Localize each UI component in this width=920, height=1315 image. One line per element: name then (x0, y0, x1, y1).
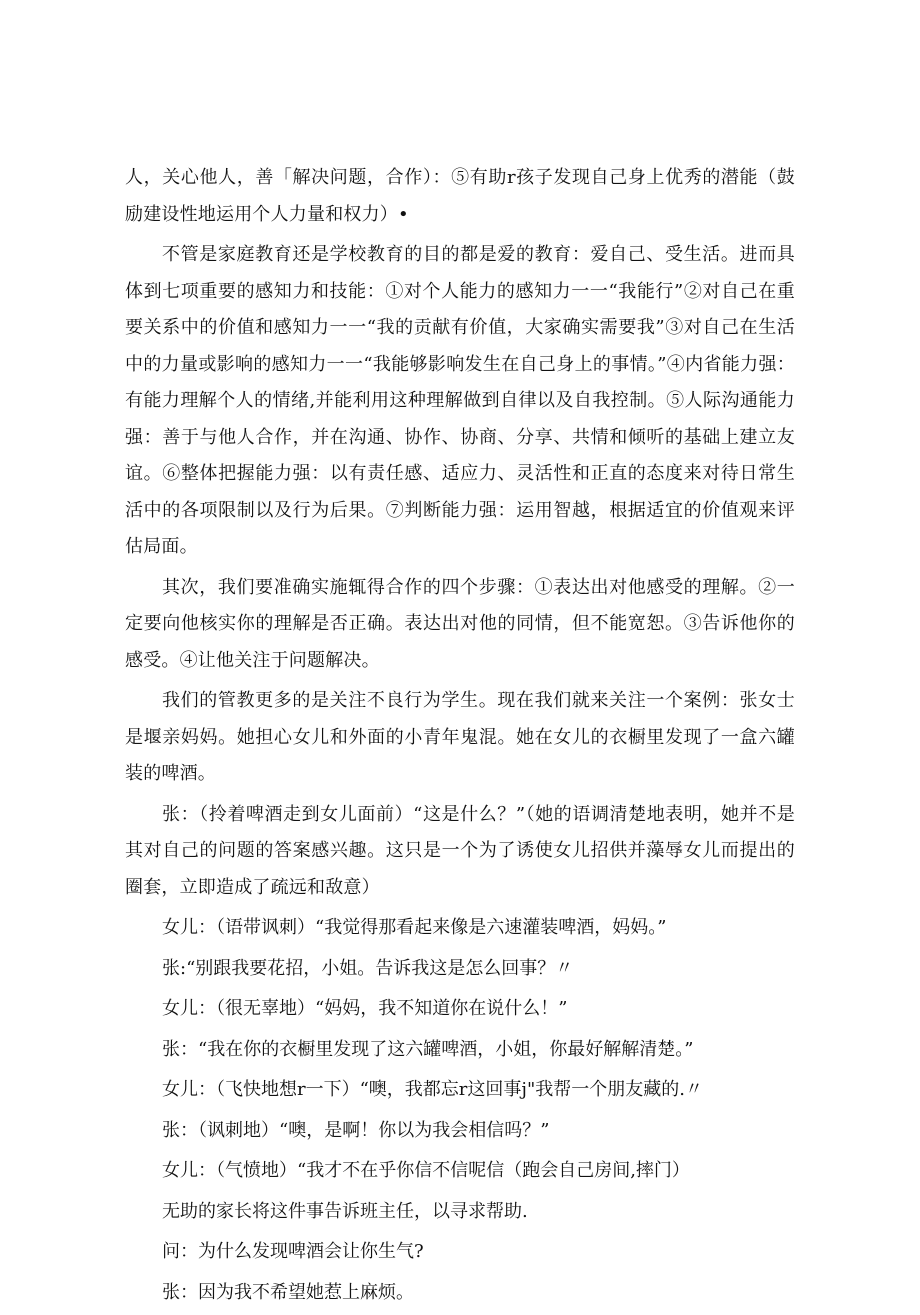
dialogue-line-5: 张：（讽刺地）“噢，是啊！你以为我会相信吗？” (162, 1119, 550, 1141)
paragraph-2: 其次，我们要准确实施辄得合作的四个步骤：①表达出对他感受的理解。②一定要向他核实你的理解是否正确。表达出对他的同情，但不能宽恕。③告诉他你的感受。④让他关注于问题解决。 (125, 576, 795, 671)
dialogue-line-1: 张:“别跟我要花招，小姐。告诉我这是怎么回事？〃 (162, 957, 574, 979)
dialogue-line-7: 无助的家长将这件事告诉班主任，以寻求帮助. (162, 1200, 528, 1222)
paragraph-1: 不管是家庭教育还是学校教育的目的都是爱的教育：爱自己、受生活。进而具体到七项重要的感知力和技能：①对个人能力的感知力一一“我能行”②对自己在重要关系中的价值和感知力一一“我的贡献有价值，大家确实需要我”③对自己在生活中的力量或影响的感知力一一“我能够影响发生在自己身上的事情。”④内省能力强：有能力理解个人的情绪,并能利用这种理解做到自律以及自我控制。⑤人际沟通能力强：善于与他人合作，并在沟通、协作、协商、分享、共情和倾听的基础上建立友谊。⑥整体把握能力强：以有责任感、适应力、灵活性和正直的态度来对待日常生活中的各项限制以及行为后果。⑦判断能力强：运用智越，根据适宜的价值观来评估局面。 (125, 244, 795, 557)
paragraph-4: 张：（拎着啤酒走到女儿面前）“这是什么？”（她的语调清楚地表明，她并不是其对自己的问题的答案感兴趣。这只是一个为了诱使女儿招供并藻辱女儿而提出的圈套，立即造成了疏远和敌意） (125, 803, 795, 898)
paragraph-0: 人，关心他人，善「解决问题，合作）：⑤有助r孩子发现自己身上优秀的潜能（鼓励建设性地运用个人力量和权力）• (125, 167, 795, 225)
dialogue-line-4: 女儿：（飞快地想r一下）“噢，我都忘r这回事j"我帮一个朋友藏的.〃 (162, 1079, 703, 1100)
dialogue-line-8: 问：为什么发现啤酒会让你生气? (162, 1241, 424, 1262)
document-page (125, 160, 795, 1315)
paragraph-3: 我们的管教更多的是关注不良行为学生。现在我们就来关注一个案例：张女士是堰亲妈妈。她担心女儿和外面的小青年鬼混。她在女儿的衣橱里发现了一盒六罐装的啤酒。 (125, 690, 795, 784)
dialogue-line-6: 女儿：（气愤地）“我才不在乎你信不信呢信（跑会自己房间,摔门） (162, 1160, 690, 1181)
dialogue-line-9: 张：因为我不希望她惹上麻烦。 (162, 1281, 414, 1303)
dialogue-line-3: 张：“我在你的衣橱里发现了这六罐啤酒，小姐，你最好解解清楚。” (162, 1038, 694, 1060)
dialogue-line-2: 女儿：（很无辜地）“妈妈，我不知道你在说什么！” (162, 998, 568, 1019)
dialogue-line-0: 女儿：（语带讽刺）“我觉得那看起来像是六速灌装啤酒，妈妈。” (162, 917, 667, 938)
